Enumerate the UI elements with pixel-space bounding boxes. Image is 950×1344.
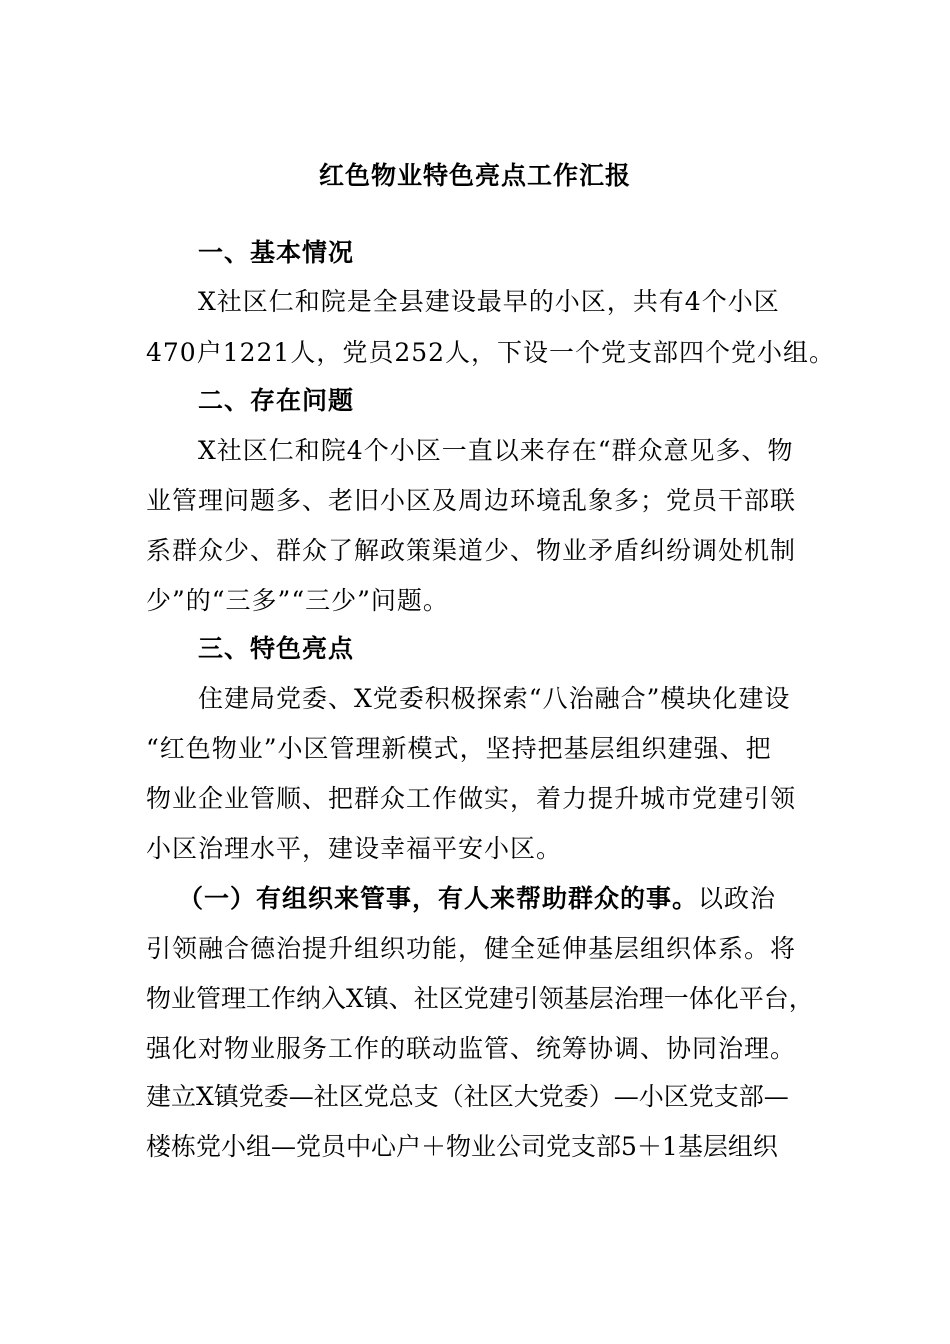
paragraph-line: 引领融合德治提升组织功能，健全延伸基层组织体系。将 bbox=[146, 934, 797, 963]
subsection-first-rest: 以政治 bbox=[698, 884, 777, 913]
paragraph-line: “红色物业”小区管理新模式，坚持把基层组织建强、把 bbox=[146, 734, 772, 763]
section-heading-basic: 一、基本情况 bbox=[198, 238, 355, 267]
paragraph-line: 470户1221人，党员252人，下设一个党支部四个党小组。 bbox=[146, 338, 836, 367]
subsection-first-line bbox=[178, 884, 776, 914]
subsection-heading: （一）有组织来管事，有人来帮助群众的事。 bbox=[178, 884, 699, 913]
paragraph-line: 强化对物业服务工作的联动监管、统筹协调、协同治理。 bbox=[146, 1034, 797, 1063]
paragraph-line: 楼栋党小组—党员中心户＋物业公司党支部5＋1基层组织 bbox=[146, 1132, 778, 1161]
section-heading-problems: 二、存在问题 bbox=[198, 386, 355, 415]
paragraph-line: 小区治理水平，建设幸福平安小区。 bbox=[146, 834, 563, 863]
paragraph-line: 住建局党委、X党委积极探索“八治融合”模块化建设 bbox=[198, 684, 791, 713]
paragraph-line: 业管理问题多、老旧小区及周边环境乱象多；党员干部联 bbox=[146, 486, 797, 515]
paragraph-line: X社区仁和院是全县建设最早的小区，共有4个小区 bbox=[198, 287, 780, 316]
paragraph-line: X社区仁和院4个小区一直以来存在“群众意见多、物 bbox=[198, 436, 794, 465]
section-heading-highlights: 三、特色亮点 bbox=[198, 634, 355, 663]
paragraph-line: 物业管理工作纳入X镇、社区党建引领基层治理一体化平台， bbox=[146, 984, 814, 1013]
paragraph-line: 物业企业管顺、把群众工作做实，着力提升城市党建引领 bbox=[146, 784, 797, 813]
paragraph-line: 少”的“三多”“三少”问题。 bbox=[146, 586, 449, 615]
paragraph-line: 系群众少、群众了解政策渠道少、物业矛盾纠纷调处机制 bbox=[146, 536, 797, 565]
paragraph-line: 建立X镇党委—社区党总支（社区大党委）—小区党支部— bbox=[146, 1082, 789, 1111]
document-title: 红色物业特色亮点工作汇报 bbox=[318, 161, 631, 190]
